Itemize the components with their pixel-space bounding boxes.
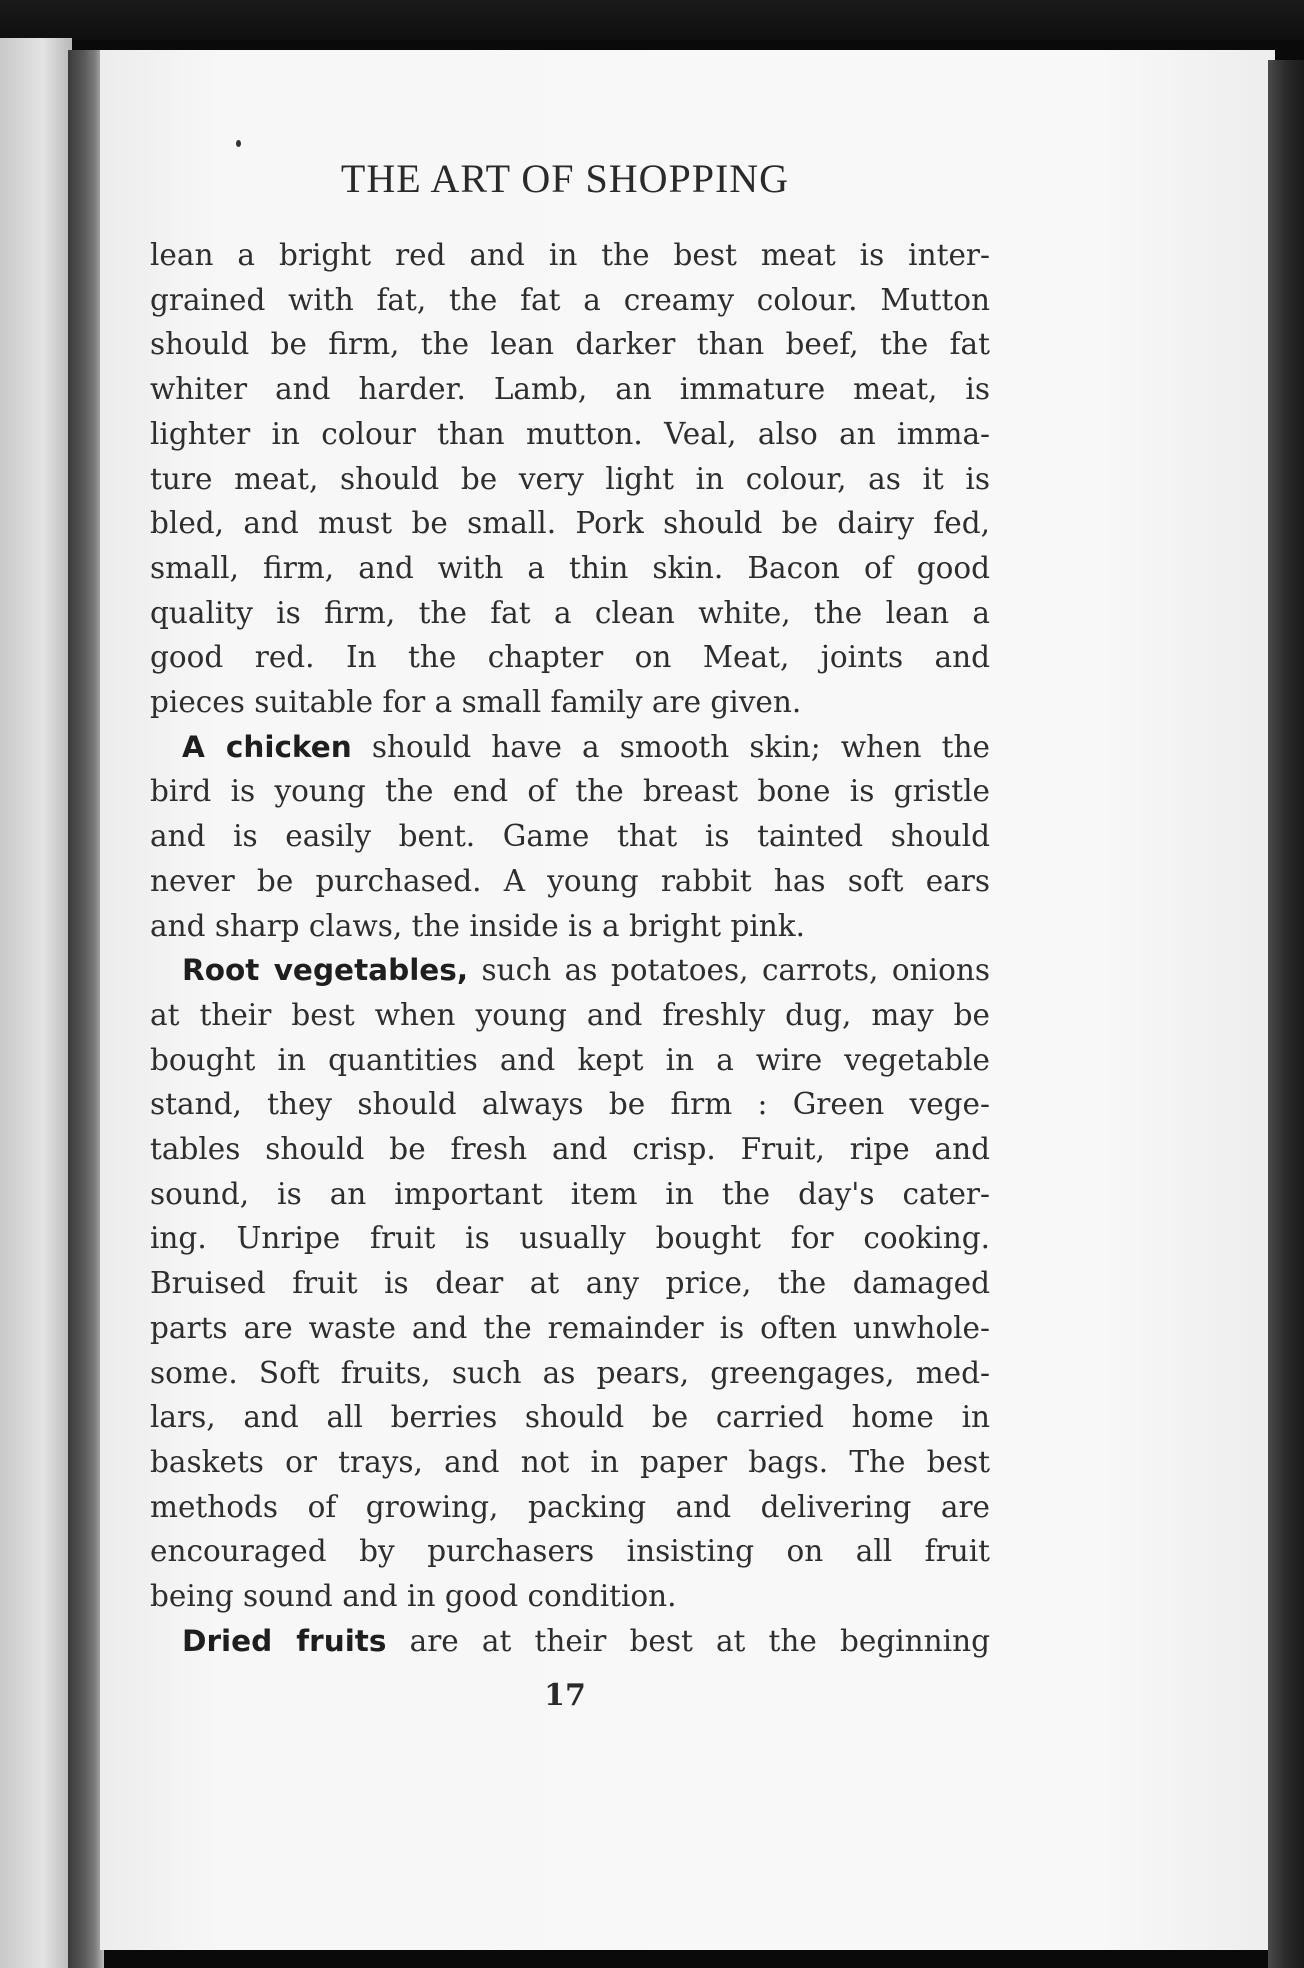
text-line (150, 725, 990, 770)
paragraph-meat (150, 233, 990, 725)
book-gutter (68, 50, 104, 1968)
scan-top-shadow (0, 0, 1304, 40)
text-line-rest: should have a smooth skin; when the (351, 729, 990, 764)
text-line: ing. Unripe fruit is usually bought for cooking. (150, 1221, 990, 1256)
text-line: bled, and must be small. Pork should be dairy fed, (150, 506, 990, 541)
text-line: good red. In the chapter on Meat, joints and (150, 640, 990, 675)
text-line: stand, they should always be firm : Green vege- (150, 1087, 990, 1122)
page-number: 17 (544, 1678, 586, 1713)
text-line: methods of growing, packing and delivering are (150, 1489, 990, 1524)
running-head: THE ART OF SHOPPING (340, 156, 790, 201)
text-line: and is easily bent. Game that is tainted should (150, 819, 990, 854)
text-line: pieces suitable for a small family are given. (150, 685, 802, 720)
text-line: never be purchased. A young rabbit has soft ears (150, 863, 990, 898)
text-line-rest: such as potatoes, carrots, onions (468, 953, 990, 988)
text-line (150, 948, 990, 993)
text-line: grained with fat, the fat a creamy colour. Mutton (150, 282, 990, 317)
paragraph-dried-fruits (150, 1619, 990, 1664)
text-line: should be firm, the lean darker than beef, the fat (150, 327, 990, 362)
facing-page-edge (0, 38, 72, 1968)
text-line: parts are waste and the remainder is often unwhole- (150, 1310, 990, 1345)
paragraph-vegetables (150, 948, 990, 1619)
text-line: and sharp claws, the inside is a bright pink. (150, 908, 806, 943)
text-line (150, 1619, 990, 1664)
text-line: ture meat, should be very light in colour, as it is (150, 461, 990, 496)
text-line: Bruised fruit is dear at any price, the damaged (150, 1266, 990, 1301)
text-line: baskets or trays, and not in paper bags. The best (150, 1444, 990, 1479)
page-right-edge (1268, 60, 1304, 1968)
text-line: sound, is an important item in the day's cater- (150, 1176, 990, 1211)
paragraph-chicken (150, 725, 990, 949)
paragraph-lead-root-vegetables: Root vegetables, (182, 953, 469, 988)
text-line: lean a bright red and in the best meat is inter- (150, 238, 990, 272)
text-line: small, firm, and with a thin skin. Bacon of good (150, 550, 990, 585)
text-line: lighter in colour than mutton. Veal, also an imma- (150, 416, 990, 451)
text-line: at their best when young and freshly dug, may be (150, 997, 990, 1032)
text-line: whiter and harder. Lamb, an immature meat, is (150, 372, 990, 407)
body-text (150, 233, 990, 1664)
text-line: encouraged by purchasers insisting on all fruit (150, 1534, 990, 1569)
text-line: bought in quantities and kept in a wire vegetable (150, 1042, 990, 1077)
paragraph-lead-chicken: A chicken (182, 729, 352, 764)
text-line: quality is firm, the fat a clean white, the lean a (150, 595, 990, 630)
paragraph-lead-dried-fruits: Dried fruits (182, 1623, 387, 1658)
text-line: being sound and in good condition. (150, 1579, 677, 1614)
text-line: tables should be fresh and crisp. Fruit, ripe and (150, 1132, 990, 1167)
text-line: bird is young the end of the breast bone is gristle (150, 774, 990, 809)
print-speck (236, 140, 241, 147)
text-line: some. Soft fruits, such as pears, greengages, med- (150, 1355, 990, 1390)
text-line: lars, and all berries should be carried home in (150, 1400, 990, 1435)
text-line-rest: are at their best at the beginning (386, 1623, 990, 1658)
